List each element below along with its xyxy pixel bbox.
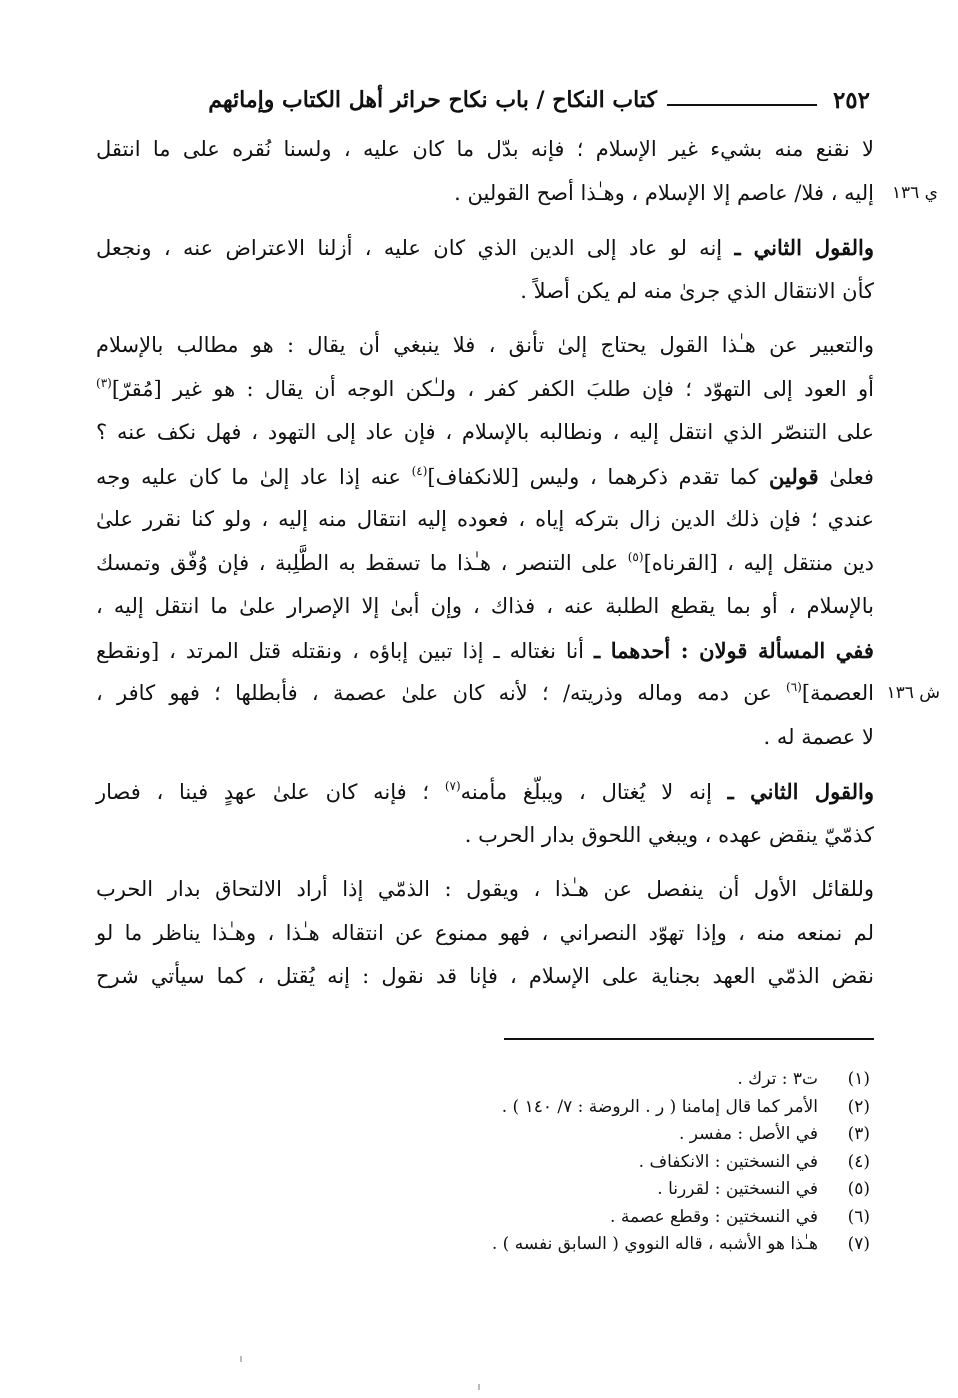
footnote-text: في النسختين : الانكفاف . (638, 1151, 818, 1172)
footnote-text: هـٰذا هو الأشبه ، قاله النووي ( السابق نفسه ) . (491, 1234, 818, 1254)
footnote-item (300, 1176, 870, 1204)
running-title: كتاب النكاح / باب نكاح حرائر أهل الكتاب وإمائهم (208, 87, 657, 113)
footnote-marker: (٧) (444, 779, 461, 793)
text-line: وللقائل الأول أن ينفصل عن هـٰذا ، ويقول : الذمّي إذا أراد الالتحاق بدار الحرب (96, 877, 874, 901)
header-rule (667, 104, 817, 106)
running-header (104, 80, 870, 120)
section-heading: والقول الثاني ـ (734, 235, 874, 260)
text-line: ففي المسألة قولان : أحدهما ـ أنا نغتاله ـ إذا تبين إباؤه ، ونقتله قتل المرتد ، [ونقطع (96, 637, 874, 663)
text-line: إليه ، فلا/ عاصم إلا الإسلام ، وهـٰذا أصح القولين . ي ١٣٦ (96, 172, 874, 216)
text-line: والتعبير عن هـٰذا القول يحتاج إلىٰ تأنق ، فلا ينبغي أن يقال : هو مطالب بالإسلام (96, 333, 874, 357)
bold-term: قولين (769, 463, 819, 489)
footnotes (300, 1066, 870, 1259)
text-line: لا عصمة له . (763, 724, 874, 749)
text-line: العصمة]$^{(٦)}$ عن دمه وماله وذريته/ ؛ لأنه كان علىٰ عصمة ، فأبطلها ؛ فهو كافر ، ش ١٣٦ (96, 672, 874, 716)
section-heading: ففي المسألة قولان : أحدهما ـ (593, 637, 874, 663)
footnote-marker: (٤) (411, 463, 428, 478)
text-line (96, 128, 874, 172)
text-line: أو العود إلى التهوّد ؛ فإن طلبَ الكفر كفر ، ولـٰكن الوجه أن يقال : هو غير [مُقرّ]$^{(٣)}$ (96, 375, 874, 401)
scan-speck (478, 1384, 480, 1390)
footnote-marker: (٥) (627, 549, 644, 564)
footnote-number: (٧) (847, 1234, 870, 1254)
main-text (96, 128, 940, 999)
footnote-item (300, 1094, 870, 1122)
text-line: على التنصّر الذي انتقل إليه ، ونطالبه بالإسلام ، فإن عاد إلى التهود ، فهل نكف عنه ؟ (96, 420, 874, 444)
footnote-number: (٤) (847, 1151, 870, 1172)
text-line-content: لا نقنع منه بشيء غير الإسلام ؛ فإنه بدّل ما كان عليه ، ولسنا نُقره على ما انتقل (96, 137, 874, 161)
footnote-item (300, 1231, 870, 1259)
footnote-item (300, 1204, 870, 1232)
text-line: بالإسلام ، أو بما يقطع الطلبة عنه ، فذاك ، وإن أبىٰ إلا الإصرار علىٰ ما انتقل إليه ، (96, 594, 874, 618)
footnote-item (300, 1149, 870, 1177)
footnote-text: في النسختين : وقطع عصمة . (610, 1206, 818, 1227)
text-line: كأن الانتقال الذي جرىٰ منه لم يكن أصلاً . (520, 278, 874, 303)
footnote-number: (٢) (847, 1096, 870, 1117)
footnote-text: في النسختين : لقررنا . (657, 1179, 818, 1199)
footnote-item (300, 1121, 870, 1149)
text-line: نقض الذمّي العهد بجناية على الإسلام ، فإنا قد نقول : إنه يُقتل ، كما سيأتي شرح (96, 964, 874, 988)
text-line: فعلىٰ قولين كما تقدم ذكرهما ، وليس [للانكفاف]$^{(٤)}$ عنه إذا عاد إلىٰ ما كان عليه وجه (96, 463, 874, 489)
footnote-item (300, 1066, 870, 1094)
page-number: ٢٥٢ (832, 86, 870, 114)
footnote-marker: (٣) (96, 375, 112, 390)
footnote-number: (٣) (847, 1124, 870, 1144)
footnote-text: في الأصل : مفسر . (678, 1124, 818, 1144)
margin-reference: ش ١٣٦ (886, 683, 940, 703)
footnote-number: (٦) (847, 1206, 870, 1227)
text-line: لم نمنعه منه ، وإذا تهوّد النصراني ، فهو ممنوع عن انتقاله هـٰذا ، وهـٰذا يناظر ما لو (96, 920, 874, 945)
footnote-text: الأمر كما قال إمامنا ( ر . الروضة : ٧/ ١٤٠ ) . (501, 1096, 818, 1117)
footnote-text: ت٣ : ترك . (737, 1069, 818, 1089)
footnote-separator (504, 1038, 874, 1040)
scan-speck (240, 1356, 242, 1362)
footnote-number: (١) (847, 1069, 870, 1089)
footnote-number: (٥) (847, 1179, 870, 1199)
section-heading: والقول الثاني ـ (727, 779, 874, 804)
text-line: دين منتقل إليه ، [القرناه]$^{(٥)}$ على التنصر ، هـٰذا ما تسقط به الطَّلِبة ، فإن وُفّق وتمسك (96, 549, 875, 575)
text-line: كذمّيّ ينقض عهده ، ويبغي اللحوق بدار الحرب . (464, 822, 874, 847)
footnote-marker: (٦) (786, 680, 802, 694)
text-line: عندي ؛ فإن ذلك الدين زال بتركه إياه ، فعوده إليه انتقال منه إليه ، ولو كنا نقرر علىٰ (96, 507, 874, 531)
margin-reference: ي ١٣٦ (891, 182, 938, 203)
text-line: والقول الثاني ـ إنه لو عاد إلى الدين الذي كان عليه ، أزلنا الاعتراض عنه ، ونجعل (96, 235, 874, 260)
text-line: والقول الثاني ـ إنه لا يُغتال ، ويبلّغ مأمنه$^{(٧)}$ ؛ فإنه كان علىٰ عهدٍ فينا ، فصار (96, 779, 874, 804)
